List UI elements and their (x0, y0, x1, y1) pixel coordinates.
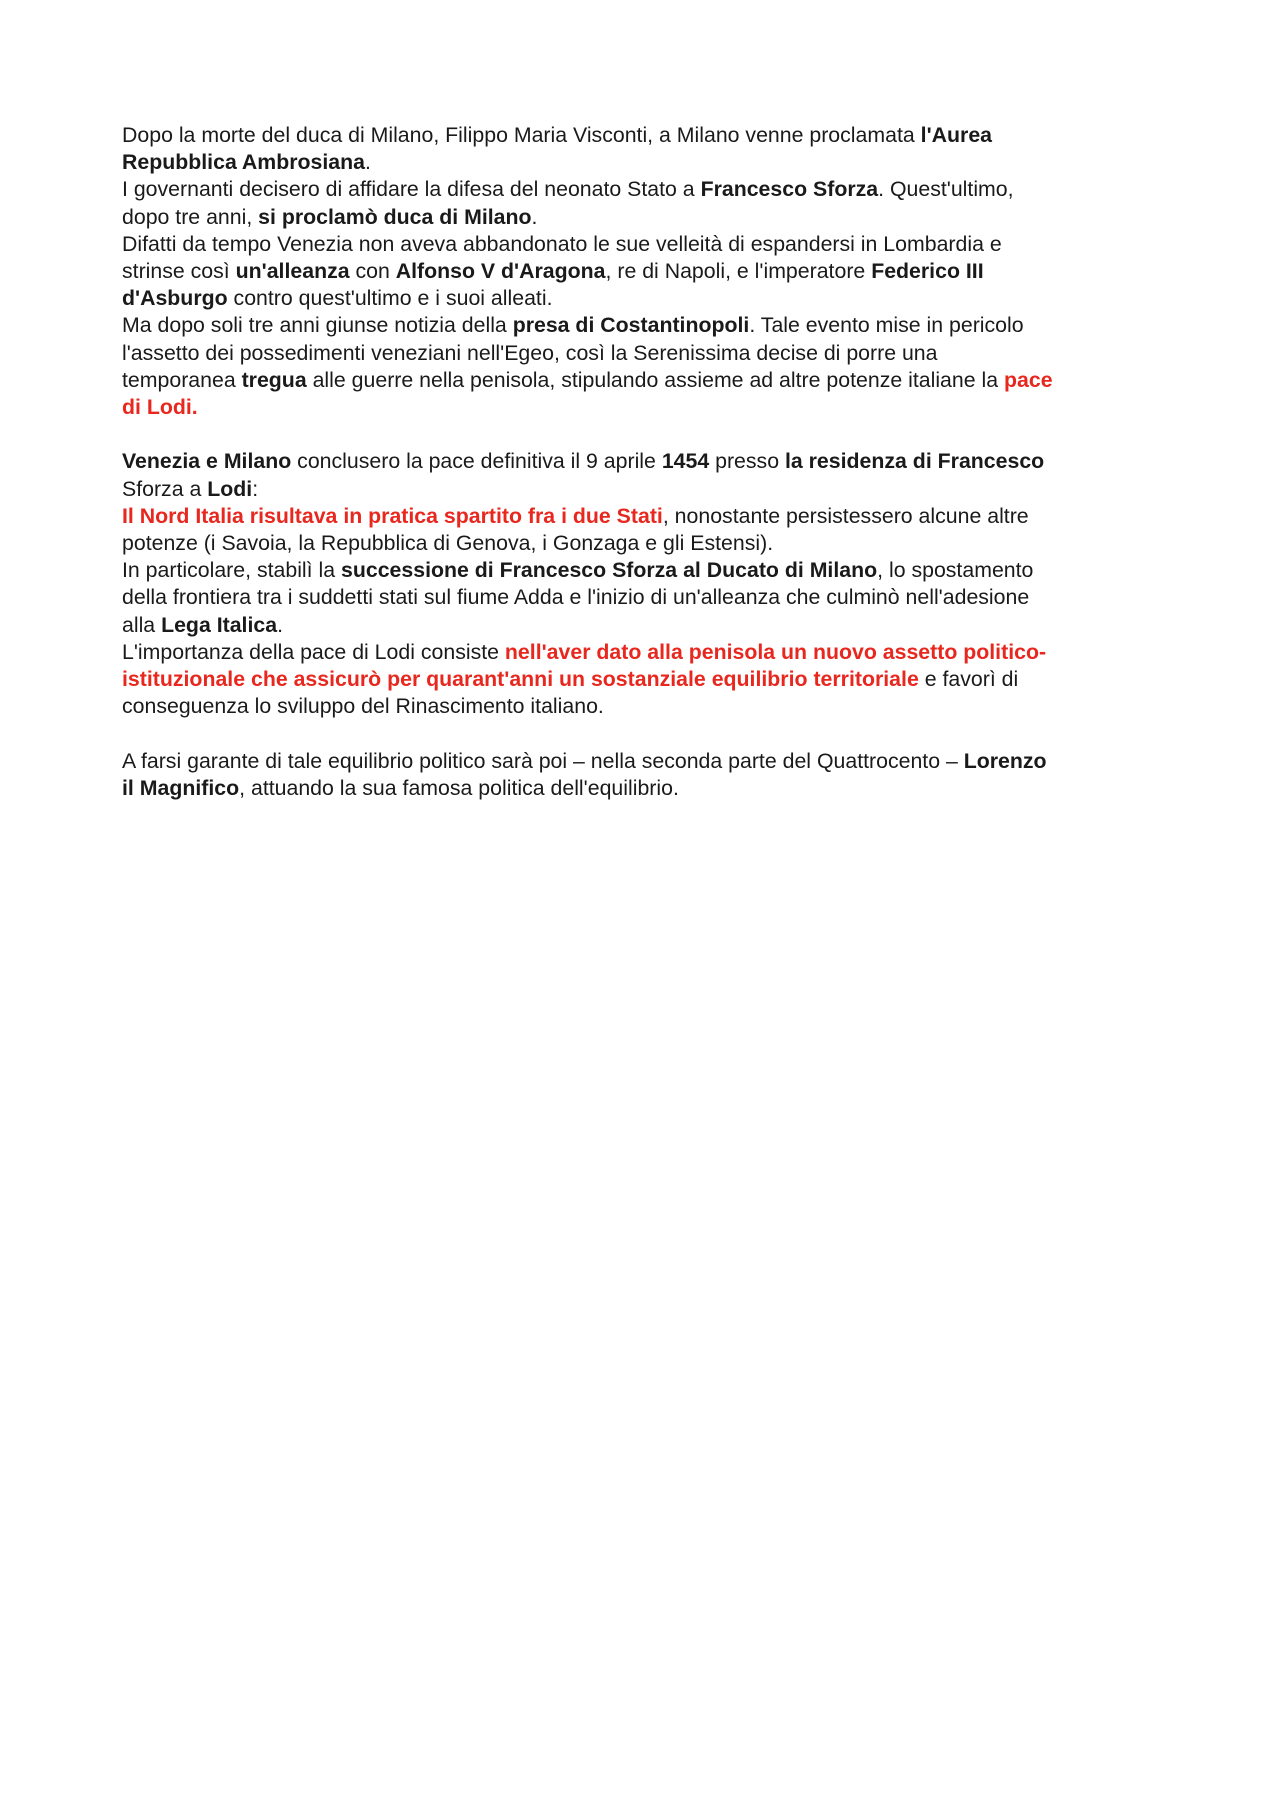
bold-text: Francesco Sforza (700, 177, 879, 202)
text-line (122, 584, 1172, 611)
body-text: alle guerre nella penisola, stipulando assieme ad altre potenze italiane la (306, 367, 1004, 392)
bold-text: Alfonso V d'Aragona (395, 259, 606, 284)
text-line (122, 448, 1172, 475)
body-text: , lo spostamento (877, 558, 1034, 583)
text-line (122, 176, 1172, 203)
body-text: , attuando la sua famosa politica dell'equilibrio. (239, 775, 679, 800)
text-line (122, 666, 1172, 693)
text-line (122, 693, 1172, 720)
body-text: A farsi garante di tale equilibrio politico sarà poi – nella seconda parte del Quattrocento – (122, 748, 964, 773)
body-text: : (252, 476, 259, 501)
text-line (122, 394, 1172, 421)
text-line (122, 285, 1172, 312)
highlighted-text: di Lodi. (122, 395, 198, 420)
text-line (122, 204, 1172, 231)
body-text: conseguenza lo sviluppo del Rinascimento italiano. (122, 694, 604, 719)
bold-text: 1454 (661, 449, 710, 474)
bold-text: presa di Costantinopoli (512, 313, 750, 338)
text-line (122, 530, 1172, 557)
bold-text: successione di Francesco Sforza al Ducato di Milano (341, 558, 878, 583)
body-text: l'assetto dei possedimenti veneziani nell'Egeo, così la Serenissima decise di porre una (122, 340, 938, 365)
highlighted-text: nell'aver dato alla penisola un nuovo assetto politico- (504, 639, 1047, 664)
paragraph-gap (122, 421, 1172, 448)
text-line (122, 557, 1172, 584)
bold-text: un'alleanza (235, 259, 350, 284)
body-text: . Tale evento mise in pericolo (749, 313, 1024, 338)
bold-text: la residenza di Francesco (784, 449, 1045, 474)
text-line (122, 775, 1172, 802)
body-text: alla (122, 612, 162, 637)
text-line (122, 639, 1172, 666)
body-text: . (531, 204, 538, 229)
bold-text: il Magnifico (122, 775, 240, 800)
text-line (122, 748, 1172, 775)
body-text: L'importanza della pace di Lodi consiste (122, 639, 505, 664)
paragraph (122, 122, 1172, 421)
body-text: presso (709, 449, 785, 474)
body-text: , re di Napoli, e l'imperatore (605, 259, 872, 284)
body-text: , nonostante persistessero alcune altre (662, 503, 1029, 528)
body-text: contro quest'ultimo e i suoi alleati. (227, 286, 553, 311)
bold-text: Venezia e Milano (122, 449, 292, 474)
bold-text: Lorenzo (963, 748, 1047, 773)
body-text: temporanea (122, 367, 242, 392)
text-line (122, 312, 1172, 339)
bold-text: Lega Italica (161, 612, 278, 637)
body-text: con (349, 259, 396, 284)
body-text: strinse così (122, 259, 236, 284)
highlighted-text: pace (1004, 367, 1053, 392)
body-text: potenze (i Savoia, la Repubblica di Genova, i Gonzaga e gli Estensi). (122, 531, 774, 556)
body-text: dopo tre anni, (122, 204, 259, 229)
body-text: Sforza a (122, 476, 208, 501)
text-line (122, 612, 1172, 639)
bold-text: l'Aurea (920, 123, 993, 147)
body-text: Ma dopo soli tre anni giunse notizia della (122, 313, 513, 338)
body-text: I governanti decisero di affidare la difesa del neonato Stato a (122, 177, 701, 202)
highlighted-text: Il Nord Italia risultava in pratica spartito fra i due Stati (122, 503, 663, 528)
body-text: Difatti da tempo Venezia non aveva abbandonato le sue velleità di espandersi in Lombardia e (122, 231, 1002, 256)
text-line (122, 231, 1172, 258)
text-line (122, 149, 1172, 176)
text-line (122, 503, 1172, 530)
bold-text: Federico III (871, 259, 984, 284)
bold-text: tregua (241, 367, 307, 392)
body-text: della frontiera tra i suddetti stati sul fiume Adda e l'inizio di un'alleanza che culminò nell'adesione (122, 585, 1030, 610)
text-line (122, 367, 1172, 394)
text-line (122, 258, 1172, 285)
text-line (122, 476, 1172, 503)
bold-text: si proclamò duca di Milano (258, 204, 532, 229)
body-text: Dopo la morte del duca di Milano, Filippo Maria Visconti, a Milano venne proclamata (122, 123, 921, 147)
body-text: e favorì di (918, 667, 1019, 692)
text-line (122, 340, 1172, 367)
text-line (122, 122, 1172, 149)
paragraph (122, 748, 1172, 802)
body-text: . (277, 612, 283, 637)
document-page (122, 122, 1172, 802)
bold-text: Lodi (207, 476, 253, 501)
body-text: . Quest'ultimo, (878, 177, 1014, 202)
bold-text: d'Asburgo (122, 286, 228, 311)
paragraph-gap (122, 720, 1172, 747)
body-text: In particolare, stabilì la (122, 558, 341, 583)
paragraph (122, 448, 1172, 720)
body-text: conclusero la pace definitiva il 9 aprile (291, 449, 662, 474)
bold-text: Repubblica Ambrosiana (122, 150, 365, 175)
highlighted-text: istituzionale che assicurò per quarant'anni un sostanziale equilibrio territoriale (122, 667, 919, 692)
body-text: . (365, 150, 371, 175)
